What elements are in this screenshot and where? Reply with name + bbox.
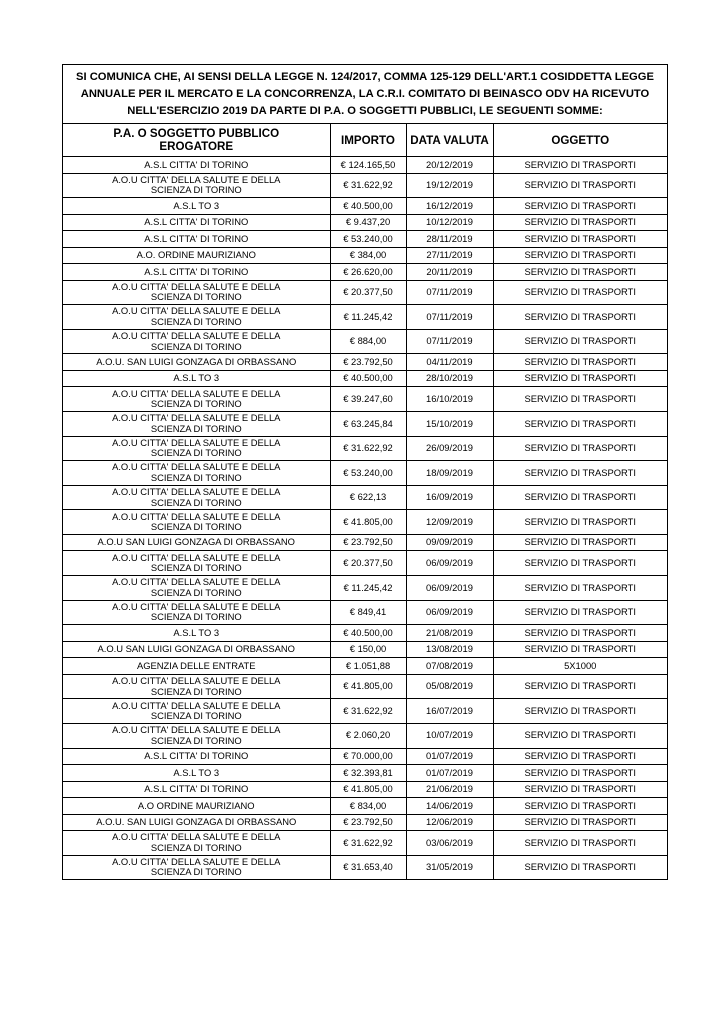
cell-data: 06/09/2019 [406, 600, 493, 625]
table-row [63, 748, 667, 765]
cell-oggetto: SERVIZIO DI TRASPORTI [493, 231, 667, 248]
cell-ente: A.O.U CITTA' DELLA SALUTE E DELLA SCIENZA DI TORINO [63, 461, 330, 486]
cell-data: 19/12/2019 [406, 173, 493, 198]
cell-ente: A.S.L TO 3 [63, 370, 330, 387]
cell-data: 21/08/2019 [406, 625, 493, 642]
table-row [63, 411, 667, 436]
cell-data: 20/12/2019 [406, 157, 493, 174]
cell-ente: A.O.U SAN LUIGI GONZAGA DI ORBASSANO [63, 641, 330, 658]
cell-importo: € 31.622,92 [330, 173, 406, 198]
cell-oggetto: 5X1000 [493, 658, 667, 675]
cell-oggetto: SERVIZIO DI TRASPORTI [493, 461, 667, 486]
cell-data: 27/11/2019 [406, 247, 493, 264]
table-row [63, 157, 667, 174]
cell-oggetto: SERVIZIO DI TRASPORTI [493, 855, 667, 879]
table-row [63, 781, 667, 798]
cell-importo: € 834,00 [330, 798, 406, 815]
cell-importo: € 20.377,50 [330, 551, 406, 576]
cell-oggetto: SERVIZIO DI TRASPORTI [493, 436, 667, 461]
table-row [63, 625, 667, 642]
cell-ente: A.O.U CITTA' DELLA SALUTE E DELLA SCIENZA DI TORINO [63, 173, 330, 198]
cell-ente: A.O.U CITTA' DELLA SALUTE E DELLA SCIENZA DI TORINO [63, 600, 330, 625]
cell-importo: € 150,00 [330, 641, 406, 658]
cell-ente: A.S.L CITTA' DI TORINO [63, 214, 330, 231]
cell-data: 07/11/2019 [406, 305, 493, 330]
cell-importo: € 384,00 [330, 247, 406, 264]
table-row [63, 798, 667, 815]
table-row [63, 329, 667, 354]
cell-importo: € 40.500,00 [330, 370, 406, 387]
cell-importo: € 23.792,50 [330, 814, 406, 831]
cell-oggetto: SERVIZIO DI TRASPORTI [493, 600, 667, 625]
cell-importo: € 884,00 [330, 329, 406, 354]
cell-oggetto: SERVIZIO DI TRASPORTI [493, 485, 667, 510]
cell-ente: A.O.U CITTA' DELLA SALUTE E DELLA SCIENZA DI TORINO [63, 699, 330, 724]
cell-ente: A.O.U CITTA' DELLA SALUTE E DELLA SCIENZA DI TORINO [63, 305, 330, 330]
cell-oggetto: SERVIZIO DI TRASPORTI [493, 387, 667, 412]
cell-importo: € 70.000,00 [330, 748, 406, 765]
cell-importo: € 41.805,00 [330, 781, 406, 798]
cell-oggetto: SERVIZIO DI TRASPORTI [493, 305, 667, 330]
cell-data: 28/10/2019 [406, 370, 493, 387]
cell-importo: € 41.805,00 [330, 510, 406, 535]
cell-importo: € 11.245,42 [330, 305, 406, 330]
cell-ente: A.O.U CITTA' DELLA SALUTE E DELLA SCIENZA DI TORINO [63, 485, 330, 510]
column-header-oggetto: OGGETTO [493, 124, 667, 157]
cell-ente: A.S.L CITTA' DI TORINO [63, 781, 330, 798]
cell-oggetto: SERVIZIO DI TRASPORTI [493, 534, 667, 551]
cell-importo: € 32.393,81 [330, 765, 406, 782]
table-row [63, 765, 667, 782]
cell-ente: A.O ORDINE MAURIZIANO [63, 798, 330, 815]
cell-ente: A.O.U CITTA' DELLA SALUTE E DELLA SCIENZA DI TORINO [63, 551, 330, 576]
cell-ente: A.O.U CITTA' DELLA SALUTE E DELLA SCIENZA DI TORINO [63, 723, 330, 748]
cell-ente: A.O.U. SAN LUIGI GONZAGA DI ORBASSANO [63, 354, 330, 371]
cell-data: 16/07/2019 [406, 699, 493, 724]
column-header-data: DATA VALUTA [406, 124, 493, 157]
cell-data: 06/09/2019 [406, 551, 493, 576]
cell-oggetto: SERVIZIO DI TRASPORTI [493, 625, 667, 642]
column-header-ente: P.A. O SOGGETTO PUBBLICO EROGATORE [63, 124, 330, 157]
cell-oggetto: SERVIZIO DI TRASPORTI [493, 247, 667, 264]
cell-data: 26/09/2019 [406, 436, 493, 461]
cell-importo: € 31.653,40 [330, 855, 406, 879]
cell-data: 10/12/2019 [406, 214, 493, 231]
cell-data: 07/11/2019 [406, 280, 493, 305]
cell-ente: A.O.U CITTA' DELLA SALUTE E DELLA SCIENZA DI TORINO [63, 510, 330, 535]
cell-importo: € 849,41 [330, 600, 406, 625]
column-header-importo: IMPORTO [330, 124, 406, 157]
table-row [63, 814, 667, 831]
cell-importo: € 20.377,50 [330, 280, 406, 305]
cell-oggetto: SERVIZIO DI TRASPORTI [493, 831, 667, 856]
cell-ente: A.O.U CITTA' DELLA SALUTE E DELLA SCIENZA DI TORINO [63, 831, 330, 856]
table-row [63, 231, 667, 248]
cell-data: 06/09/2019 [406, 576, 493, 601]
cell-ente: A.S.L TO 3 [63, 198, 330, 215]
cell-data: 04/11/2019 [406, 354, 493, 371]
table-row [63, 214, 667, 231]
table-row [63, 280, 667, 305]
cell-oggetto: SERVIZIO DI TRASPORTI [493, 370, 667, 387]
table-row [63, 305, 667, 330]
table-row [63, 510, 667, 535]
cell-ente: A.O.U SAN LUIGI GONZAGA DI ORBASSANO [63, 534, 330, 551]
table-row [63, 551, 667, 576]
cell-ente: A.O.U CITTA' DELLA SALUTE E DELLA SCIENZA DI TORINO [63, 280, 330, 305]
table-row [63, 855, 667, 879]
cell-importo: € 41.805,00 [330, 674, 406, 699]
cell-oggetto: SERVIZIO DI TRASPORTI [493, 551, 667, 576]
notice-line: SI COMUNICA CHE, AI SENSI DELLA LEGGE N. 124/2017, COMMA 125-129 DELL'ART.1 COSIDDETTA LEGGE [76, 70, 654, 83]
cell-importo: € 23.792,50 [330, 534, 406, 551]
cell-ente: AGENZIA DELLE ENTRATE [63, 658, 330, 675]
cell-oggetto: SERVIZIO DI TRASPORTI [493, 674, 667, 699]
cell-oggetto: SERVIZIO DI TRASPORTI [493, 576, 667, 601]
cell-importo: € 40.500,00 [330, 198, 406, 215]
table-row [63, 387, 667, 412]
cell-ente: A.S.L TO 3 [63, 765, 330, 782]
cell-importo: € 53.240,00 [330, 461, 406, 486]
cell-ente: A.O.U CITTA' DELLA SALUTE E DELLA SCIENZA DI TORINO [63, 387, 330, 412]
cell-oggetto: SERVIZIO DI TRASPORTI [493, 641, 667, 658]
cell-importo: € 1.051,88 [330, 658, 406, 675]
cell-data: 10/07/2019 [406, 723, 493, 748]
table-row [63, 436, 667, 461]
cell-ente: A.O.U CITTA' DELLA SALUTE E DELLA SCIENZA DI TORINO [63, 855, 330, 879]
table-row [63, 173, 667, 198]
cell-data: 01/07/2019 [406, 748, 493, 765]
cell-oggetto: SERVIZIO DI TRASPORTI [493, 264, 667, 281]
table-row [63, 600, 667, 625]
cell-oggetto: SERVIZIO DI TRASPORTI [493, 280, 667, 305]
cell-ente: A.S.L CITTA' DI TORINO [63, 748, 330, 765]
cell-importo: € 2.060,20 [330, 723, 406, 748]
table-row [63, 658, 667, 675]
cell-data: 20/11/2019 [406, 264, 493, 281]
cell-oggetto: SERVIZIO DI TRASPORTI [493, 411, 667, 436]
cell-data: 03/06/2019 [406, 831, 493, 856]
cell-importo: € 40.500,00 [330, 625, 406, 642]
cell-importo: € 622,13 [330, 485, 406, 510]
table-row [63, 264, 667, 281]
cell-data: 09/09/2019 [406, 534, 493, 551]
cell-oggetto: SERVIZIO DI TRASPORTI [493, 699, 667, 724]
table-row [63, 485, 667, 510]
notice-line: ANNUALE PER IL MERCATO E LA CONCORRENZA, LA C.R.I. COMITATO DI BEINASCO ODV HA RICEVUTO [80, 87, 650, 100]
cell-oggetto: SERVIZIO DI TRASPORTI [493, 765, 667, 782]
cell-oggetto: SERVIZIO DI TRASPORTI [493, 157, 667, 174]
table-header-row [63, 124, 667, 157]
cell-oggetto: SERVIZIO DI TRASPORTI [493, 354, 667, 371]
cell-importo: € 63.245,84 [330, 411, 406, 436]
cell-importo: € 26.620,00 [330, 264, 406, 281]
cell-data: 28/11/2019 [406, 231, 493, 248]
cell-importo: € 53.240,00 [330, 231, 406, 248]
table-row [63, 723, 667, 748]
cell-oggetto: SERVIZIO DI TRASPORTI [493, 798, 667, 815]
cell-data: 16/10/2019 [406, 387, 493, 412]
cell-data: 12/09/2019 [406, 510, 493, 535]
cell-importo: € 23.792,50 [330, 354, 406, 371]
payments-table [63, 124, 667, 879]
cell-data: 18/09/2019 [406, 461, 493, 486]
notice-header [63, 65, 667, 124]
table-row [63, 699, 667, 724]
cell-data: 16/09/2019 [406, 485, 493, 510]
cell-ente: A.O.U CITTA' DELLA SALUTE E DELLA SCIENZA DI TORINO [63, 436, 330, 461]
cell-ente: A.O.U CITTA' DELLA SALUTE E DELLA SCIENZA DI TORINO [63, 329, 330, 354]
table-row [63, 370, 667, 387]
cell-importo: € 39.247,60 [330, 387, 406, 412]
cell-oggetto: SERVIZIO DI TRASPORTI [493, 173, 667, 198]
cell-oggetto: SERVIZIO DI TRASPORTI [493, 748, 667, 765]
table-row [63, 641, 667, 658]
cell-ente: A.O.U. SAN LUIGI GONZAGA DI ORBASSANO [63, 814, 330, 831]
notice-line: NELL'ESERCIZIO 2019 DA PARTE DI P.A. O SOGGETTI PUBBLICI, LE SEGUENTI SOMME: [127, 104, 603, 117]
cell-importo: € 31.622,92 [330, 831, 406, 856]
cell-importo: € 11.245,42 [330, 576, 406, 601]
cell-oggetto: SERVIZIO DI TRASPORTI [493, 214, 667, 231]
cell-oggetto: SERVIZIO DI TRASPORTI [493, 510, 667, 535]
cell-data: 07/11/2019 [406, 329, 493, 354]
table-row [63, 461, 667, 486]
cell-ente: A.O.U CITTA' DELLA SALUTE E DELLA SCIENZA DI TORINO [63, 411, 330, 436]
table-row [63, 831, 667, 856]
cell-ente: A.S.L CITTA' DI TORINO [63, 157, 330, 174]
cell-ente: A.O. ORDINE MAURIZIANO [63, 247, 330, 264]
cell-data: 15/10/2019 [406, 411, 493, 436]
table-body [63, 157, 667, 880]
table-row [63, 674, 667, 699]
cell-oggetto: SERVIZIO DI TRASPORTI [493, 198, 667, 215]
cell-importo: € 31.622,92 [330, 699, 406, 724]
cell-importo: € 31.622,92 [330, 436, 406, 461]
cell-data: 01/07/2019 [406, 765, 493, 782]
cell-oggetto: SERVIZIO DI TRASPORTI [493, 329, 667, 354]
cell-oggetto: SERVIZIO DI TRASPORTI [493, 781, 667, 798]
cell-oggetto: SERVIZIO DI TRASPORTI [493, 814, 667, 831]
table-row [63, 534, 667, 551]
table-row [63, 576, 667, 601]
cell-importo: € 9.437,20 [330, 214, 406, 231]
cell-ente: A.S.L CITTA' DI TORINO [63, 264, 330, 281]
cell-data: 13/08/2019 [406, 641, 493, 658]
table-row [63, 354, 667, 371]
cell-data: 14/06/2019 [406, 798, 493, 815]
cell-ente: A.S.L CITTA' DI TORINO [63, 231, 330, 248]
cell-data: 21/06/2019 [406, 781, 493, 798]
cell-ente: A.O.U CITTA' DELLA SALUTE E DELLA SCIENZA DI TORINO [63, 576, 330, 601]
cell-oggetto: SERVIZIO DI TRASPORTI [493, 723, 667, 748]
cell-ente: A.S.L TO 3 [63, 625, 330, 642]
cell-data: 16/12/2019 [406, 198, 493, 215]
cell-data: 05/08/2019 [406, 674, 493, 699]
table-row [63, 198, 667, 215]
cell-data: 12/06/2019 [406, 814, 493, 831]
cell-importo: € 124.165,50 [330, 157, 406, 174]
cell-data: 07/08/2019 [406, 658, 493, 675]
cell-ente: A.O.U CITTA' DELLA SALUTE E DELLA SCIENZA DI TORINO [63, 674, 330, 699]
cell-data: 31/05/2019 [406, 855, 493, 879]
table-row [63, 247, 667, 264]
document-table-frame [62, 64, 668, 880]
